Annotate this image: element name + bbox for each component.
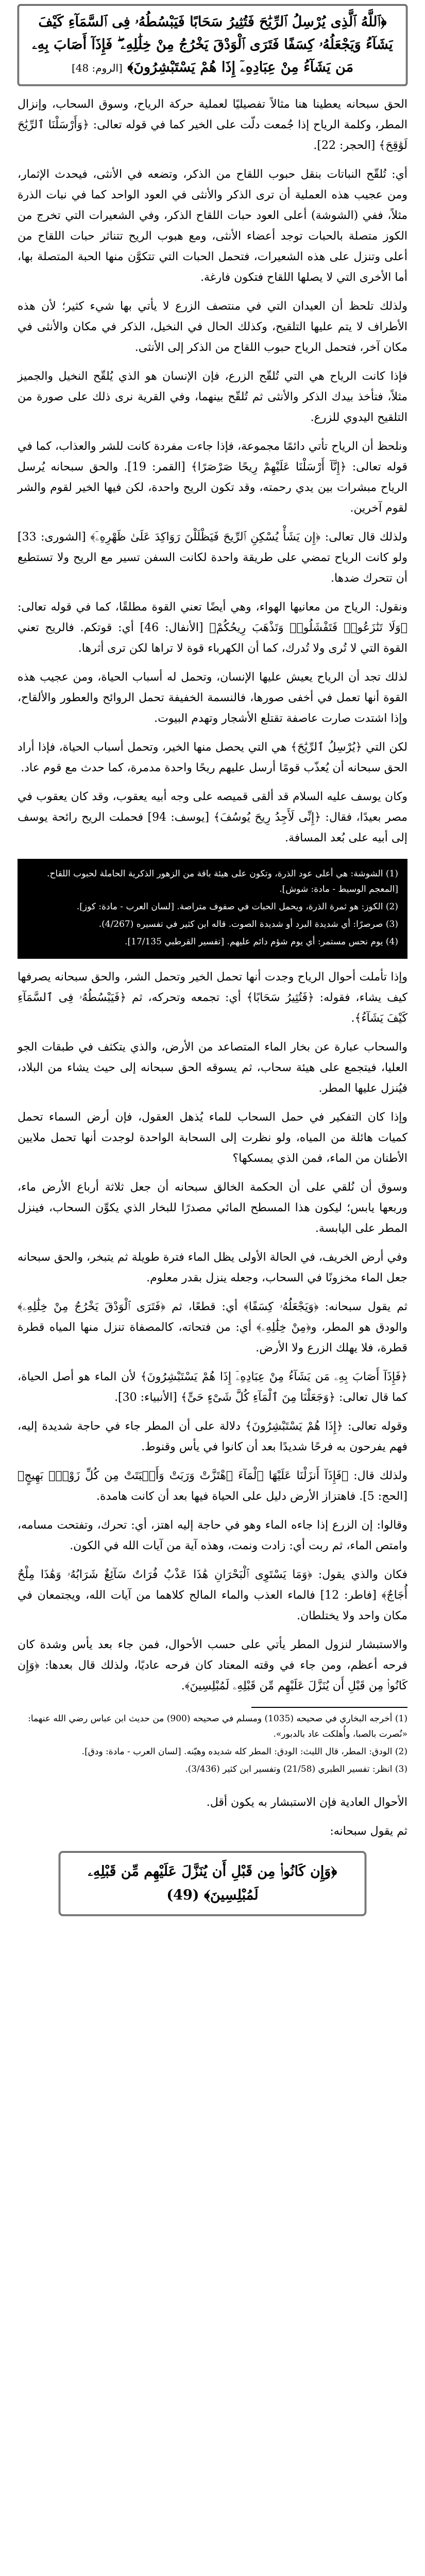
closing-line: ثم يقول سبحانه: <box>330 1825 407 1838</box>
paragraph: ثم يقول سبحانه: ﴿وَيَجْعَلُهُۥ كِسَفًا﴾ أي: قطعًا، ثم ﴿فَتَرَى ٱلْوَدْقَ يَخْرُجُ مِنْ خِلَٰلِهِۦ﴾ والودق هو المطر، و﴿مِنْ خِلَٰلِهِۦ﴾ أي: من فتحاته، كالمصفاة تنزل منها المياه قطرة قطرة، فلا يهلك الزرع ولا الأرض. <box>18 1300 407 1354</box>
closing-verse-box <box>59 1851 366 1916</box>
footnotes-section <box>18 1711 407 1777</box>
header-verse-box <box>18 4 407 86</box>
paragraph: ولذلك قال: ﴿فَإِذَآ أَنزَلْنَا عَلَيْهَا ٱلْمَآءَ ٱهْتَزَّتْ وَرَبَتْ وَأَنۢبَتَتْ مِن كُلِّ زَوْجٍۭ بَهِيجٍ﴾ [الحج: 5]. فاهتزاز الأرض دليل على الحياة فيها بعد أن كانت هامدة. <box>18 1469 407 1503</box>
body-text-part-2 <box>18 967 407 1697</box>
paragraph: وسوق أن نُلقي على أن الحكمة الخالق سبحانه أن جعل ثلاثة أرباع الأرض ماء، وربعها يابس؛ ليكون هذا المسطح المائي مصدرًا للبخار الذي يكوِّن السحاب، فينزل المطر على اليابسة. <box>18 1181 407 1235</box>
paragraph: وإذا تأملت أحوال الرياح وجدت أنها تحمل الخير وتحمل الشر، والحق سبحانه يصرفها كيف يشاء، فقوله: ﴿فَتُثِيرُ سَحَابًا﴾ أي: تجمعه وتحركه، ثم ﴿فَيَبْسُطُهُۥ فِى ٱلسَّمَآءِ كَيْفَ يَشَآءُ﴾. <box>18 971 407 1025</box>
paragraph: والاستبشار لنزول المطر يأتي على حسب الأحوال، فمن جاء بعد يأس وشدة كان فرحه أعظم، ومن جاء في وقته المعتاد كان فرحه عاديًا، ولذلك قال بعدها: ﴿وَإِن كَانُوا۟ مِن قَبْلِ أَن يُنَزَّلَ عَلَيْهِم مِّن قَبْلِهِۦ لَمُبْلِسِينَ﴾. <box>18 1638 407 1692</box>
footnote: (1) الشوشة: هي أعلى عود الذرة، وتكون على هيئة باقة من الزهور الذكرية الحاملة لحبوب اللقاح. [المعجم الوسيط - مادة: شوش]. <box>47 869 398 894</box>
paragraph: الحق سبحانه يعطينا هنا مثالاً تفصيليًا لعملية حركة الرياح، وسوق السحاب، وإنزال المطر، وكلمة الرياح إذا جُمعت دلّت على الخير كما في قوله تعالى: ﴿وَأَرْسَلْنَا ٱلرِّيَٰحَ لَوَٰقِحَ﴾ [الحجر: 22]. <box>18 98 407 152</box>
document-page <box>0 4 425 2576</box>
header-verse-reference: [الروم: 48] <box>71 62 123 74</box>
closing-verse-text: ﴿وَإِن كَانُوا۟ مِن قَبْلِ أَن يُنَزَّلَ عَلَيْهِم مِّن قَبْلِهِۦ لَمُبْلِسِينَ﴾ <box>88 1863 337 1903</box>
paragraph: ونلحظ أن الرياح تأتي دائمًا مجموعة، فإذا جاءت مفردة كانت للشر والعذاب، كما في قوله تعالى: ﴿إِنَّآ أَرْسَلْنَا عَلَيْهِمْ رِيحًا صَرْصَرًا﴾ [القمر: 19]. والحق سبحانه يُرسل الرياح مبشرات بين يدي رحمته، وقد تكون الريح واحدة، لكن فيها الخير لقوم والشر لقوم آخرين. <box>18 440 408 515</box>
footnote: (2) الكوز: هو ثمرة الذرة، ويحمل الحبات في صفوف متراصة. [لسان العرب - مادة: كوز]. <box>76 902 398 912</box>
paragraph: ونقول: الرياح من معانيها الهواء، وهي أيضًا تعني القوة مطلقًا، كما في قوله تعالى: ﴿وَلَا تَنَٰزَعُوا۟ فَتَفْشَلُوا۟ وَتَذْهَبَ رِيحُكُمْ﴾ [الأنفال: 46] أي: قوتكم. فالريح تعني القوة التي لا تُرى ولا تُدرك، كما أن الكهرباء قوة لا تراها لكن ترى أثرها. <box>18 601 407 655</box>
paragraph: وفي أرض الخريف، في الحالة الأولى يظل الماء فترة طويلة ثم يتبخر، والحق سبحانه جعل الماء مخزونًا في السحاب، وجعله ينزل بقدر معلوم. <box>18 1251 407 1284</box>
paragraph: لذلك تجد أن الرياح يعيش عليها الإنسان، وتحمل له أسباب الحياة، ومن عجيب هذه القوة أنها تعمل في أخفى صورها، فالنسمة الخفيفة تحمل الروائح والعطور والألقاح، وإذا اشتدت صارت عاصفة تقتلع الأشجار وتهدم البيوت. <box>18 671 407 725</box>
paragraph: فإذا كانت الرياح هي التي تُلقّح الزرع، فإن الإنسان هو الذي يُلقّح النخيل والجميز مثلاً، فتأخذ بيدك الذكر والأنثى ثم تُلقّح بينهما، وفي القرية نرى ذلك على صورة من التلقيح اليدوي للزرع. <box>18 370 407 424</box>
header-verse-text: ﴿ٱللَّهُ ٱلَّذِى يُرْسِلُ ٱلرِّيَٰحَ فَتُثِيرُ سَحَابًا فَيَبْسُطُهُۥ فِى ٱلسَّمَآءِ كَيْفَ يَشَآءُ وَيَجْعَلُهُۥ كِسَفًا فَتَرَى ٱلْوَدْقَ يَخْرُجُ مِنْ خِلَٰلِهِۦ ۖ فَإِذَآ أَصَابَ بِهِۦ مَن يَشَآءُ مِنْ عِبَادِهِۦٓ إِذَا هُمْ يَسْتَبْشِرُونَ﴾ <box>32 14 393 75</box>
paragraph: ولذلك قال تعالى: ﴿إِن يَشَأْ يُسْكِنِ ٱلرِّيحَ فَيَظْلَلْنَ رَوَاكِدَ عَلَىٰ ظَهْرِهِۦٓ﴾ [الشورى: 33] ولو كانت الرياح تمضي على طريقة واحدة لكانت السفن تسير مع الريح ولا تستطيع أن تتحرك ضدها. <box>18 531 407 585</box>
footnote: (4) يوم نحس مستمر: أي يوم شؤم دائم عليهم. [تفسير القرطبي 17/135]. <box>125 937 398 947</box>
paragraph: وقوله تعالى: ﴿إِذَا هُمْ يَسْتَبْشِرُونَ﴾ دلالة على أن المطر جاء في حاجة شديدة إليه، فهم يفرحون به فرحًا شديدًا بعد أن كانوا في يأس وقنوط. <box>18 1420 407 1453</box>
footnote: (2) الودق: المطر، قال الليث: الودق: المطر كله شديده وهيّنه. [لسان العرب - مادة: ودق]. <box>81 1747 407 1757</box>
paragraph: لكن التي ﴿يُرْسِلُ ٱلرِّيَٰحَ﴾ هي التي يحصل منها الخير، وتحمل أسباب الحياة، فإذا أراد الحق سبحانه أن يُعذّب قومًا أرسل عليهم ريحًا واحدة مدمرة، كما حدث مع قوم عاد. <box>18 741 407 774</box>
paragraph: وكان يوسف عليه السلام قد ألقى قميصه على وجه أبيه يعقوب، وقد كان يعقوب في مصر بعيدًا، فقال: ﴿إِنِّى لَأَجِدُ رِيحَ يُوسُفَ﴾ [يوسف: 94] فحملت الريح رائحة يوسف إلى أبيه على بُعد المسافة. <box>18 790 407 844</box>
footnote: (1) أخرجه البخاري في صحيحه (1035) ومسلم في صحيحه (900) من حديث ابن عباس رضي الله عنهما: «نُصرت بالصبا، وأُهلكت عاد بالدبور». <box>28 1714 407 1739</box>
paragraph: والسحاب عبارة عن بخار الماء المتصاعد من الأرض، والذي يتكثف في طبقات الجو العليا، فيتجمع على هيئة سحاب، ثم يسوقه الحق سبحانه إلى حيث يشاء من البلاد، فيُنزل عليها المطر. <box>18 1041 407 1095</box>
footnote-divider <box>251 1707 407 1708</box>
paragraph: وقالوا: إن الزرع إذا جاءه الماء وهو في حاجة إليه اهتز، أي: تحرك، وتفتحت مسامه، وامتص الماء، ثم ربت أي: زادت ونمت، وهذه آية من آيات الله في الكون. <box>18 1519 407 1552</box>
paragraph: فكان والذي يقول: ﴿وَمَا يَسْتَوِى ٱلْبَحْرَانِ هَٰذَا عَذْبٌ فُرَاتٌ سَآئِغٌ شَرَابُهُۥ وَهَٰذَا مِلْحٌ أُجَاجٌ﴾ [فاطر: 12] فالماء العذب والماء المالح كلاهما من آيات الله، ويجتمعان في مكان واحد ولا يختلطان. <box>18 1568 407 1622</box>
closing-line: الأحوال العادية فإن الاستبشار به يكون أقل. <box>206 1796 407 1809</box>
footnotes-highlight-box <box>18 859 407 959</box>
body-text-part-1 <box>18 94 407 849</box>
footnote: (3) صرصرًا: أي شديدة البرد أو شديدة الصوت. قاله ابن كثير في تفسيره (4/267). <box>98 919 398 929</box>
closing-verse-number: (49) <box>166 1887 199 1903</box>
footnote: (3) انظر: تفسير الطبري (21/58) وتفسير ابن كثير (3/436). <box>185 1764 407 1774</box>
paragraph: وإذا كان التفكير في حمل السحاب للماء يُذهل العقول، فإن أرض السماء تحمل كميات هائلة من المياه، ولو نظرت إلى السحابة الواحدة لوجدت أنها تحمل ملايين الأطنان من الماء، فمن الذي يمسكها؟ <box>18 1111 407 1165</box>
paragraph: أي: تُلقّح النباتات بنقل حبوب اللقاح من الذكر، وتضعه في الأنثى، فيحدث الإثمار، ومن عجيب هذه العملية أن ترى الذكر والأنثى في العود الواحد كما في نبات الذرة مثلاً، ففي (الشوشة) أعلى العود حبات اللقاح الذكر، وفي الشعيرات التي تخرج من الكوز متصلة بالحبات توجد أعضاء الأنثى، ومع هبوب الريح تتناثر حبات اللقاح من أعلى وتنزل على هذه الشعيرات، فتحمل الحبات التي تتكوَّن منها الحبة المتصلة بها، أما الأخرى التي لا يصلها اللقاح فتكون فارغة. <box>18 168 407 284</box>
closing-text <box>18 1792 407 1842</box>
paragraph: ولذلك تلحظ أن العيدان التي في منتصف الزرع لا يأتي بها شيء كثير؛ لأن هذه الأطراف لا يتم عليها التلقيح، وكذلك الحال في النخيل، الذكر في مكان والأنثى في مكان آخر، فتحمل الرياح حبوب اللقاح من الذكر إلى الأنثى. <box>18 300 407 354</box>
paragraph: ﴿فَإِذَآ أَصَابَ بِهِۦ مَن يَشَآءُ مِنْ عِبَادِهِۦٓ إِذَا هُمْ يَسْتَبْشِرُونَ﴾ لأن الماء هو أصل الحياة، كما قال تعالى: ﴿وَجَعَلْنَا مِنَ ٱلْمَآءِ كُلَّ شَىْءٍ حَىٍّ﴾ [الأنبياء: 30]. <box>18 1370 407 1404</box>
